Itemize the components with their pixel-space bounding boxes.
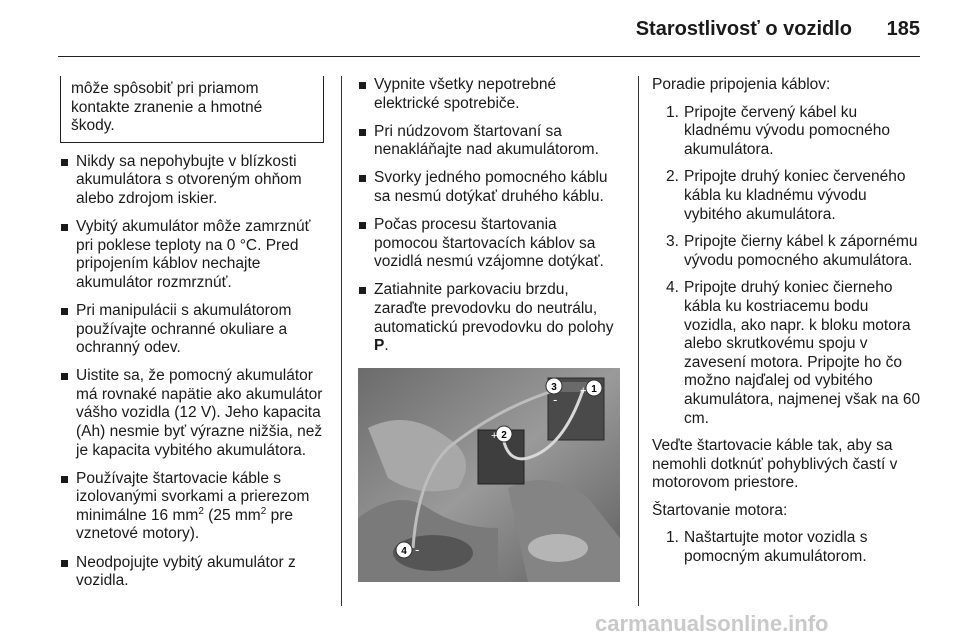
bullet-item-gear	[358, 281, 623, 355]
warning-line: škody.	[71, 117, 115, 135]
page-number: 185	[886, 18, 920, 40]
warning-line: môže spôsobiť pri priamom	[71, 80, 259, 97]
safety-bullet-list	[60, 153, 324, 591]
column-divider	[638, 76, 639, 606]
cables-text: Používajte štartovacie káble s izolovanými svorkami a prierezom minimálne 16 mm	[76, 469, 310, 524]
step-text: Naštartujte motor vozidla s pomocným akumulátorom.	[684, 529, 868, 566]
step-item	[652, 233, 924, 270]
step-text: Pripojte čierny kábel k zápornému vývodu pomocného akumulátora.	[684, 233, 918, 269]
gear-text: Zatiahnite parkovaciu brzdu, zaraďte prevodovku do neutrálu, automatickú prevodovku do polohy	[374, 281, 614, 336]
callout-label: 1	[591, 383, 597, 395]
step-text: Pripojte druhý koniec červeného kábla ku kladnému vývodu vybitého akumulátora.	[684, 168, 906, 223]
superscript: 2	[260, 505, 267, 517]
step-text: Pripojte červený kábel ku kladnému vývodu pomocného akumulátora.	[684, 103, 890, 158]
column-1	[60, 76, 324, 600]
bullet-item: Pri núdzovom štartovaní sa nenakláňajte nad akumulátorom.	[358, 123, 623, 160]
step-text: Pripojte druhý koniec čierneho kábla ku kostriacemu bodu vozidla, ako napr. k bloku motora alebo skrutkovému spoju v zavesení motora. Pripojte ho čo možno najďalej od vybitého akumulátora, najmenej však na 60 cm.	[684, 279, 921, 427]
column-3	[652, 76, 924, 576]
step-number: 1.	[666, 529, 679, 547]
column-divider	[341, 76, 342, 606]
connection-steps	[652, 104, 924, 429]
connection-order-heading: Poradie pripojenia káblov:	[652, 76, 831, 93]
engine-bay-illustration	[358, 368, 620, 582]
bullet-item: Svorky jedného pomocného káblu sa nesmú dotýkať druhého káblu.	[358, 169, 623, 206]
engine-start-heading: Štartovanie motora:	[652, 501, 788, 519]
jump-start-photo	[358, 368, 620, 582]
routing-note: Veďte štartovacie káble tak, aby sa nemohli dotknúť pohyblivých častí v motorovom priestore.	[652, 437, 898, 492]
bullet-item: Uistite sa, že pomocný akumulátor má rovnaké napätie ako akumulátor vášho vozidla (12 V). Jeho kapacita (Ah) nesmie byť výrazne nižšia, než je kapacita vybitého akumulátora.	[60, 367, 324, 460]
callout-label: 4	[401, 545, 407, 557]
cables-text: pre vznetové motory).	[76, 506, 293, 543]
gear-text: .	[384, 337, 389, 355]
superscript: 2	[198, 505, 204, 517]
step-item	[652, 529, 924, 566]
step-number: 3.	[666, 233, 679, 251]
terminal-sign: -	[553, 391, 558, 407]
bullet-item: Vybitý akumulátor môže zamrznúť pri poklese teploty na 0 °C. Pred pripojením káblov nechajte akumulátor rozmrznúť.	[60, 218, 324, 292]
terminal-sign: +	[491, 429, 498, 442]
bullet-item: Neodpojujte vybitý akumulátor z vozidla.	[60, 554, 324, 591]
step-number: 1.	[666, 103, 679, 121]
step-item	[652, 168, 924, 224]
callout-label: 2	[501, 429, 507, 441]
step-item	[652, 279, 924, 428]
column-2	[358, 76, 623, 582]
warning-line: kontakte zranenie a hmotné	[71, 98, 263, 116]
bullet-item: Pri manipulácii s akumulátorom používajte ochranné okuliare a ochranný odev.	[60, 302, 324, 358]
page-header-title: Starostlivosť o vozidlo	[635, 18, 852, 40]
step-number: 4.	[666, 279, 679, 297]
header-rule	[58, 56, 920, 57]
cables-text: (25 mm	[203, 506, 261, 524]
callout-label: 3	[551, 381, 557, 393]
warning-box	[60, 76, 324, 143]
bullet-item-cables	[60, 470, 324, 544]
gear-position-p: P	[374, 337, 385, 355]
terminal-sign: -	[415, 541, 420, 557]
bullet-item: Nikdy sa nepohybujte v blízkosti akumulátora s otvoreným ohňom alebo zdrojom iskier.	[60, 153, 324, 209]
step-item	[652, 104, 924, 160]
watermark: carmanualsonline.info	[595, 611, 829, 636]
bullet-item: Vypnite všetky nepotrebné elektrické spotrebiče.	[358, 76, 623, 113]
procedure-bullet-list	[358, 76, 623, 356]
engine-part	[528, 534, 588, 562]
terminal-sign: +	[580, 384, 587, 397]
step-number: 2.	[666, 168, 679, 186]
bullet-item: Počas procesu štartovania pomocou štartovacích káblov sa vozidlá nesmú vzájomne dotýkať.	[358, 216, 623, 272]
start-steps	[652, 529, 924, 566]
